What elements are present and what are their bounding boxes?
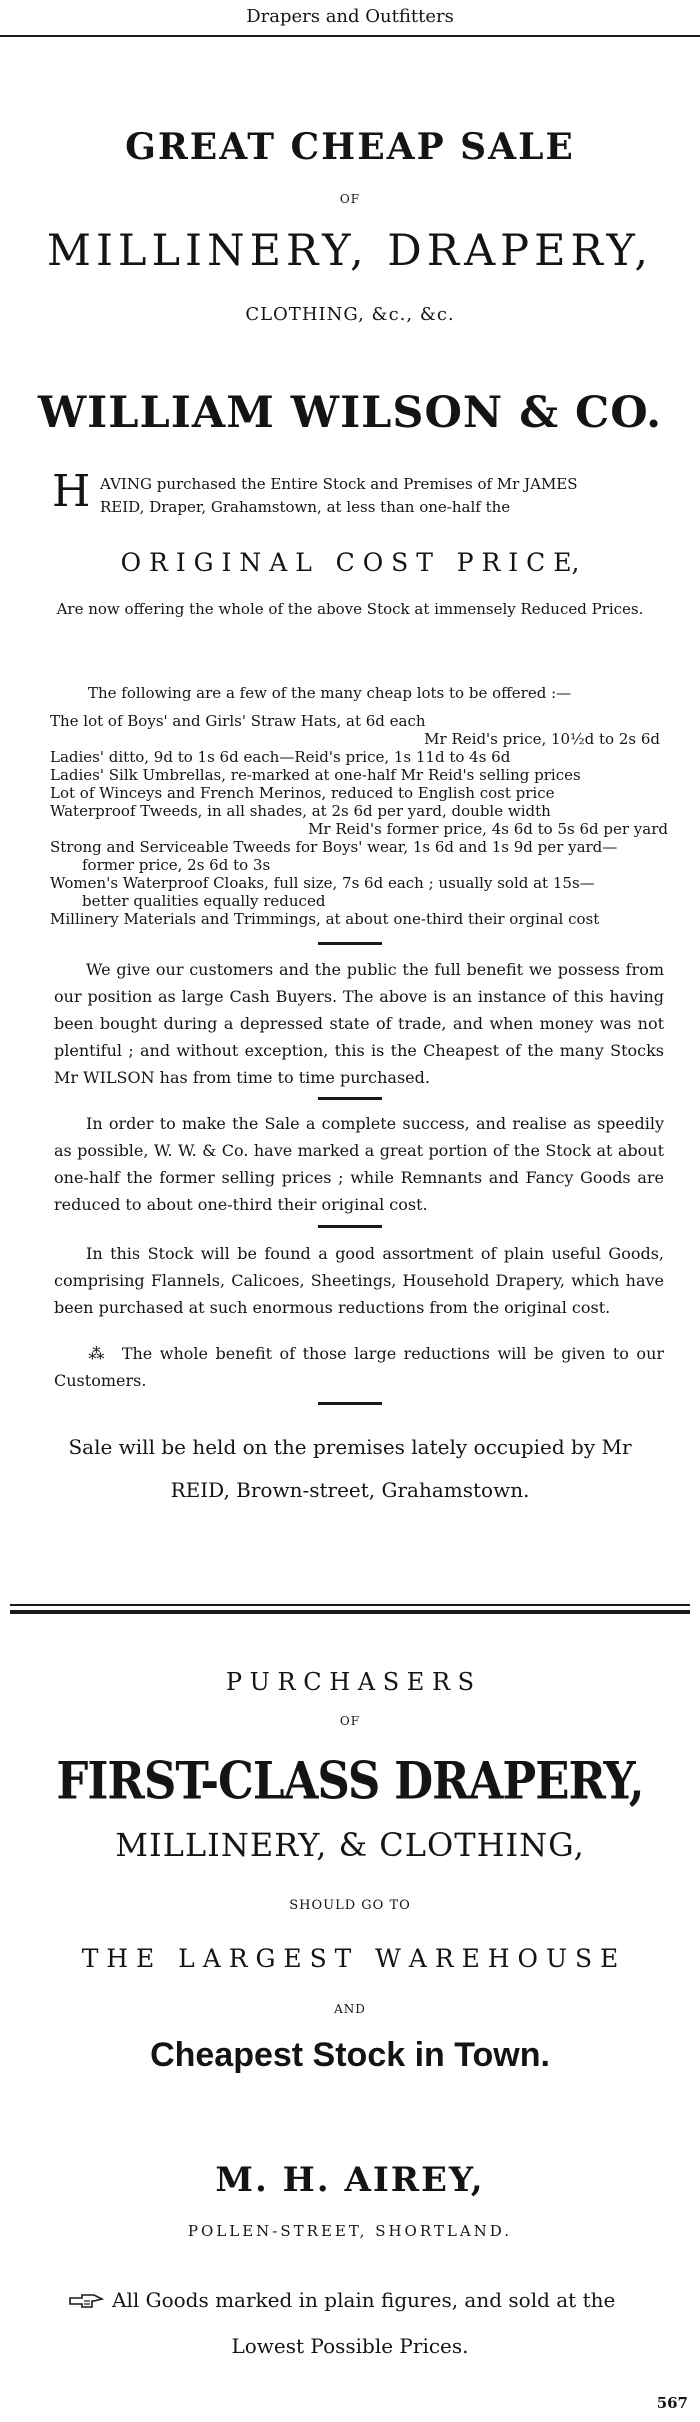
ad1-headline: GREAT CHEAP SALE — [125, 126, 575, 168]
lots-intro: The following are a few of the many cheap lots to be offered :— — [88, 684, 572, 702]
notice-line-1: All Goods marked in plain figures, and sold at the — [112, 2288, 616, 2312]
divider-rule — [10, 1610, 690, 1614]
sale-location-line-1: Sale will be held on the premises lately occupied by Mr — [68, 1435, 632, 1459]
asterism-mark: ⁂ — [86, 1344, 107, 1363]
ad1-firm-name: WILLIAM WILSON & CO. — [37, 388, 663, 438]
intro-drop-cap: H — [52, 466, 91, 517]
pointing-hand-icon — [68, 2290, 104, 2312]
paragraph-cash-buyers: We give our customers and the public the full benefit we possess from our position as large Cash Buyers. The above is an instance of this having been bought during a depressed state of trade, and when money was not plentiful ; and without exception, this is the Cheapest of the many Stocks Mr WILSON has from time to time purchased. — [54, 960, 664, 1087]
ad2-line2: MILLINERY, & CLOTHING, — [115, 1826, 585, 1864]
paragraph-whole-benefit — [54, 1340, 664, 1394]
lot-item: Millinery Materials and Trimmings, at about one-third their orginal cost — [50, 910, 600, 928]
header-rule — [0, 35, 700, 37]
lot-item: Strong and Serviceable Tweeds for Boys' wear, 1s 6d and 1s 9d per yard— — [50, 838, 618, 856]
sale-location-line-2: REID, Brown-street, Grahamstown. — [170, 1478, 530, 1502]
intro-line-1: AVING purchased the Entire Stock and Premises of Mr JAMES — [100, 475, 578, 493]
lot-item: Mr Reid's price, 10½d to 2s 6d — [424, 730, 660, 748]
offering-line: Are now offering the whole of the above Stock at immensely Reduced Prices. — [56, 600, 644, 618]
ad2-purchasers: P U R C H A S E R S — [225, 1668, 475, 1696]
lot-item: Ladies' ditto, 9d to 1s 6d each—Reid's price, 1s 11d to 4s 6d — [50, 748, 511, 766]
notice-line-2: Lowest Possible Prices. — [231, 2334, 469, 2358]
paragraph-complete-success: In order to make the Sale a complete success, and realise as speedily as possible, W. W. & Co. have marked a great portion of the Stock at about one-half the former selling prices ; while Remnants and Fancy Goods are reduced to about one-third their original cost. — [54, 1114, 664, 1214]
lot-item: Waterproof Tweeds, in all shades, at 2s 6d per yard, double width — [50, 802, 551, 820]
ad2-of: OF — [339, 1714, 361, 1728]
whole-benefit-text: The whole benefit of those large reductions will be given to our Customers. — [54, 1344, 665, 1390]
ad2-should-go-to: SHOULD GO TO — [289, 1898, 411, 1913]
ad2-and: AND — [334, 2002, 366, 2016]
ad1-of: OF — [339, 192, 361, 206]
lot-item: better qualities equally reduced — [82, 892, 326, 910]
lot-item: Mr Reid's former price, 4s 6d to 5s 6d per yard — [308, 820, 668, 838]
lot-item: The lot of Boys' and Girls' Straw Hats, at 6d each — [50, 712, 426, 730]
lot-item: Ladies' Silk Umbrellas, re-marked at one-half Mr Reid's selling prices — [50, 766, 581, 784]
page-header: Drapers and Outfitters — [246, 6, 454, 27]
ad2-largest-warehouse: T H E L A R G E S T W A R E H O U S E — [81, 1944, 619, 1973]
intro-line-2: REID, Draper, Grahamstown, at less than one-half the — [100, 498, 511, 516]
lot-item: Women's Waterproof Cloaks, full size, 7s 6d each ; usually sold at 15s— — [50, 874, 595, 892]
section-rule — [318, 942, 382, 945]
paragraph-assortment: In this Stock will be found a good assortment of plain useful Goods, comprising Flannels, Calicoes, Sheetings, Household Drapery, which have been purchased at such enormous reductions from the original cost. — [54, 1244, 664, 1317]
lot-item: former price, 2s 6d to 3s — [82, 856, 271, 874]
page-number: 567 — [656, 2394, 688, 2412]
ad2-address: POLLEN-STREET, SHORTLAND. — [187, 2222, 513, 2240]
ad2-headline: FIRST-CLASS DRAPERY, — [56, 1750, 644, 1811]
original-cost-price: O R I G I N A L C O S T P R I C E, — [120, 548, 580, 577]
lot-item: Lot of Winceys and French Merinos, reduced to English cost price — [50, 784, 555, 802]
section-rule — [318, 1097, 382, 1100]
ad2-firm-name: M. H. AIREY, — [215, 2160, 485, 2200]
ad1-line3: CLOTHING, &c., &c. — [245, 304, 455, 325]
section-rule — [318, 1402, 382, 1405]
ad1-line2: MILLINERY, DRAPERY, — [46, 226, 654, 276]
divider-rule — [10, 1604, 690, 1606]
section-rule — [318, 1225, 382, 1228]
ad2-cheapest-stock: Cheapest Stock in Town. — [150, 2036, 550, 2074]
